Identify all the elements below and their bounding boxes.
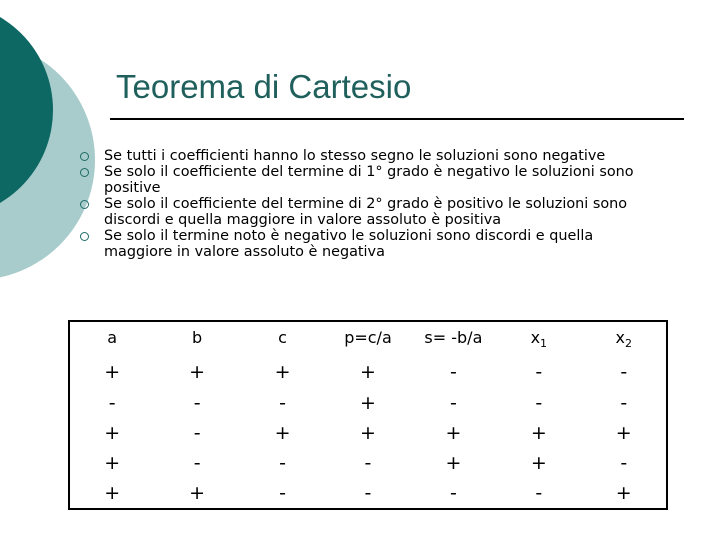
table-cell: + bbox=[530, 452, 547, 474]
table-cell: + bbox=[360, 361, 376, 383]
table-row bbox=[69, 418, 667, 448]
table-cell: + bbox=[445, 422, 462, 444]
table-cell: - bbox=[279, 392, 286, 414]
bullet-item bbox=[80, 164, 640, 196]
bullet-text: Se tutti i coefficienti hanno lo stesso segno le soluzioni sono negative bbox=[104, 148, 606, 164]
table-cell: + bbox=[104, 422, 121, 444]
bullet-circle-icon bbox=[80, 168, 89, 177]
table-cell: + bbox=[615, 482, 632, 504]
table-cell: + bbox=[104, 452, 121, 474]
table-cell: + bbox=[445, 452, 462, 474]
bullet-circle-icon bbox=[80, 200, 89, 209]
bullet-list bbox=[80, 148, 640, 260]
table-cell: - bbox=[620, 392, 628, 414]
table-cell: + bbox=[274, 361, 291, 383]
table-cell: - bbox=[279, 452, 286, 474]
sign-table bbox=[68, 320, 668, 510]
header-x1: $x_1$ bbox=[530, 328, 548, 350]
header-sum: s= -b/a bbox=[424, 328, 483, 347]
bullet-item bbox=[80, 228, 640, 260]
table-cell: + bbox=[360, 422, 376, 444]
table-cell: + bbox=[530, 422, 547, 444]
table-cell: + bbox=[615, 422, 632, 444]
table-cell: - bbox=[620, 361, 628, 383]
slide-title: Teorema di Cartesio bbox=[116, 68, 412, 105]
table-row bbox=[69, 448, 667, 478]
table-cell: - bbox=[364, 482, 372, 504]
title-underline bbox=[110, 118, 684, 120]
table-cell: + bbox=[104, 482, 121, 504]
bullet-item bbox=[80, 148, 640, 164]
table-cell: - bbox=[620, 452, 628, 474]
table-cell: + bbox=[360, 392, 376, 414]
table-cell: - bbox=[535, 392, 543, 414]
bullet-text: Se solo il coefficiente del termine di 2° grado è positivo le soluzioni sono discordi e quella maggiore in valore assoluto è positiva bbox=[104, 196, 628, 228]
header-x2: $x_2$ bbox=[615, 328, 632, 350]
table-cell: - bbox=[449, 361, 457, 383]
bullet-text: Se solo il termine noto è negativo le soluzioni sono discordi e quella maggiore in valore assoluto è negativa bbox=[104, 228, 594, 260]
table-row bbox=[69, 356, 667, 388]
bullet-text: Se solo il coefficiente del termine di 1° grado è negativo le soluzioni sono positive bbox=[104, 164, 634, 196]
header-product: p=c/a bbox=[344, 328, 392, 347]
table-cell: - bbox=[193, 452, 201, 474]
table-cell: - bbox=[279, 482, 286, 504]
table-row bbox=[69, 388, 667, 418]
header-b: b bbox=[192, 328, 203, 347]
table-cell: - bbox=[535, 482, 543, 504]
table-row bbox=[69, 478, 667, 509]
table-cell: - bbox=[193, 392, 201, 414]
table-cell: - bbox=[449, 482, 457, 504]
table-cell: + bbox=[189, 361, 206, 383]
header-c: c bbox=[278, 328, 287, 347]
table-cell: - bbox=[535, 361, 543, 383]
table-cell: - bbox=[193, 422, 201, 444]
table-cell: - bbox=[108, 392, 116, 414]
table-cell: + bbox=[274, 422, 291, 444]
table-cell: - bbox=[364, 452, 372, 474]
table-cell: + bbox=[189, 482, 206, 504]
bullet-circle-icon bbox=[80, 152, 89, 161]
table-cell: - bbox=[449, 392, 457, 414]
table-cell: + bbox=[104, 361, 121, 383]
bullet-item bbox=[80, 196, 640, 228]
bullet-circle-icon bbox=[80, 232, 89, 241]
header-a: a bbox=[107, 328, 118, 347]
header-row bbox=[69, 321, 667, 356]
